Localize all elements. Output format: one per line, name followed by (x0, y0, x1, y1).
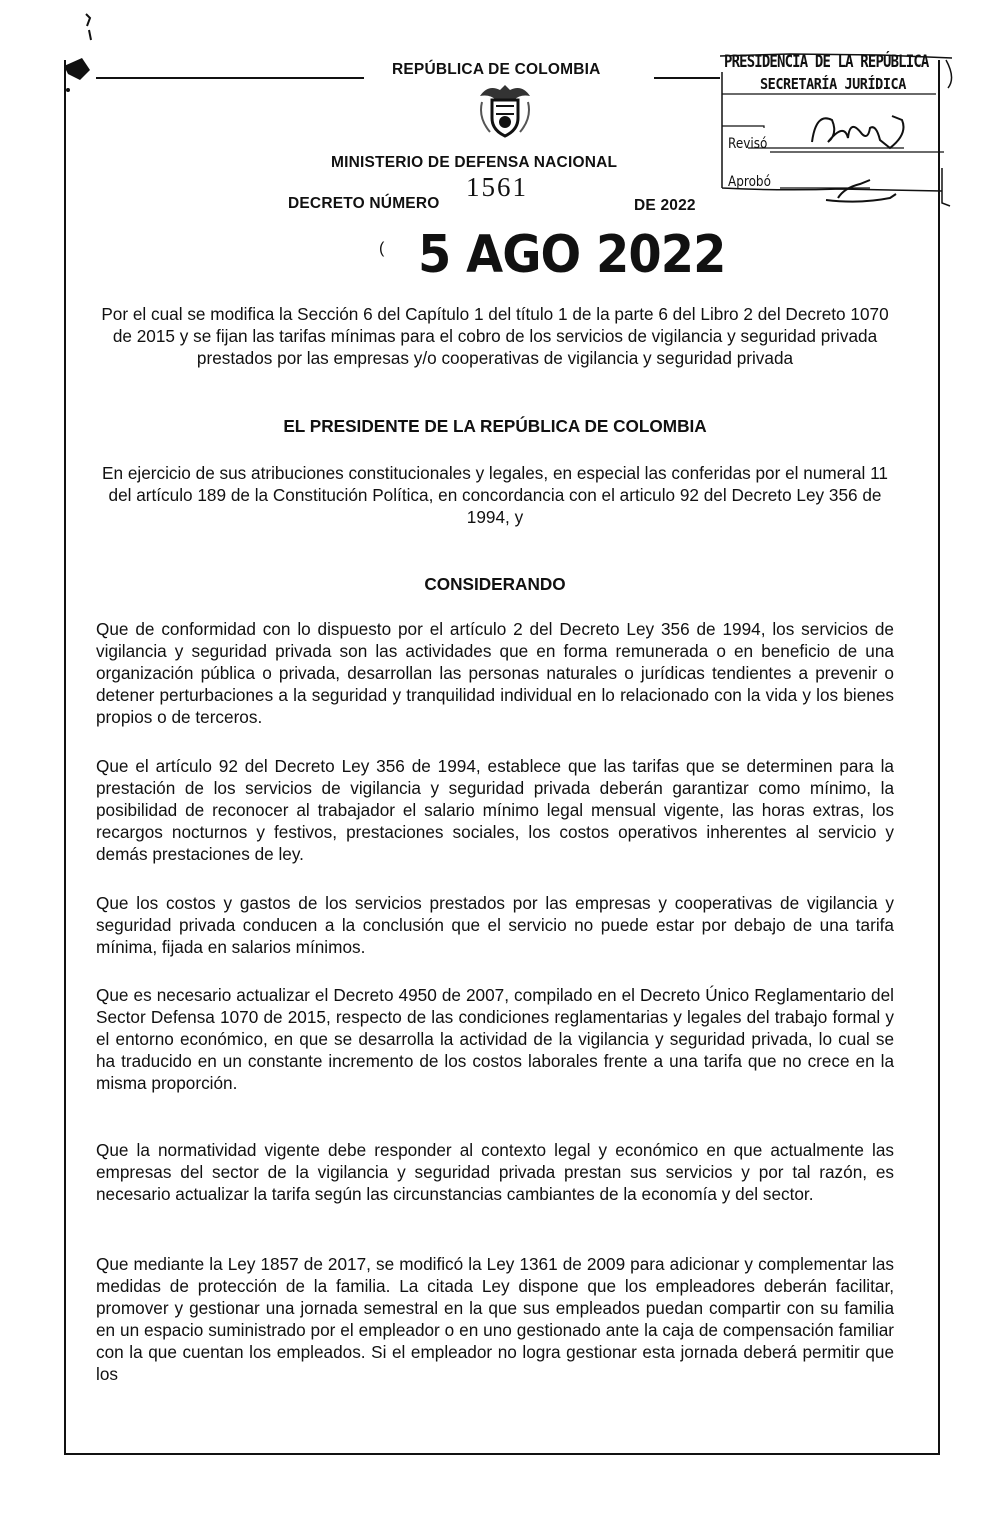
considering-paragraph: Que los costos y gastos de los servicios prestados por las empresas y cooperativas de vigilancia y seguridad privada conducen a la conclusión que el servicio no puede estar por debajo de una tarifa mínima, fijada en salarios mínimos. (96, 893, 894, 957)
header-rule-right (654, 77, 720, 79)
authority-heading: EL PRESIDENTE DE LA REPÚBLICA DE COLOMBIA (283, 416, 707, 436)
stamp-title: PRESIDENCIA DE LA REPÚBLICA (724, 52, 929, 72)
ministry-title: MINISTERIO DE DEFENSA NACIONAL (331, 154, 618, 171)
header-rule-left (96, 77, 364, 79)
approved-label: Aprobó (728, 174, 771, 190)
coat-of-arms-icon (474, 82, 536, 140)
decree-summary: Por el cual se modifica la Sección 6 del Capítulo 1 del título 1 de la parte 6 del Libro 2 del Decreto 1070 de 2015 y se fijan las tarifas mínimas para el cobro de los servicios de vigilancia y seguridad privada prestados por las empresas y/o cooperativas de vigilancia y seguridad privada (101, 304, 889, 368)
decree-label: DECRETO NÚMERO (288, 195, 440, 212)
considering-paragraph: Que es necesario actualizar el Decreto 4950 de 2007, compilado en el Decreto Único Reglamentario del Sector Defensa 1070 de 2015, respecto de las condiciones reglamentarias y legales del trabajo formal y el entorno económico, en que se desarrolla la actividad de la vigilancia y seguridad privada, lo cual se ha traducido en un constante incremento de los costos laborales frente a una tarifa que no crece en la misma proporción. (96, 985, 894, 1093)
republic-title: REPÚBLICA DE COLOMBIA (392, 61, 601, 78)
stamp-subtitle: SECRETARÍA JURÍDICA (760, 75, 906, 93)
considering-paragraph: Que mediante la Ley 1857 de 2017, se modificó la Ley 1361 de 2009 para adicionar y complementar las medidas de protección de la familia. La citada Ley dispone que los empleadores deberán facilitar, promover y gestionar una jornada semestral en la que sus empleados puedan compartir con su familia en un espacio suministrado por el empleador o en uno gestionado ante la caja de compensación familiar con la que cuentan los empleados. Si el empleador no logra gestionar esta jornada deberá permitir que los (96, 1254, 894, 1384)
considering-paragraph: Que la normatividad vigente debe responder al contexto legal y económico en que actualmente las empresas del sector de la vigilancia y seguridad privada prestan sus servicios y por tal razón, es necesario actualizar la tarifa según las circunstancias cambiantes de la economía y del sector. (96, 1140, 894, 1204)
date-paren: ( (379, 240, 385, 257)
approval-stamp (720, 48, 954, 210)
considering-paragraph: Que el artículo 92 del Decreto Ley 356 de 1994, establece que las tarifas que se determinen para la prestación de los servicios de vigilancia y seguridad privada deberán garantizar como mínimo, la posibilidad de reconocer al trabajador el salario mínimo legal mensual vigente, las horas extras, los recargos nocturnos y festivos, prestaciones sociales, los costos operativos inherentes al servicio y demás prestaciones de ley. (96, 756, 894, 864)
date-stamp: 5 AGO 2022 (418, 225, 726, 285)
considering-paragraph: Que de conformidad con lo dispuesto por el artículo 2 del Decreto Ley 356 de 1994, los servicios de vigilancia y seguridad privada son las actividades que en forma remunerada o en beneficio de una organización pública o privada, desarrollan las personas naturales o jurídicas tendientes a prevenir o detener perturbaciones a la seguridad y tranquilidad individual en lo relacionado con la vida y los bienes propios o de terceros. (96, 619, 894, 727)
decree-year: DE 2022 (634, 197, 696, 214)
reviewed-label: Revisó (728, 136, 768, 152)
scan-mark-icon (60, 0, 110, 100)
decree-number: 1561 (466, 172, 528, 202)
considering-heading: CONSIDERANDO (424, 574, 566, 594)
powers-paragraph: En ejercicio de sus atribuciones constitucionales y legales, en especial las conferidas por el numeral 11 del artículo 189 de la Constitución Política, en concordancia con el articulo 92 del Decreto Ley 356 de 1994, y (102, 463, 888, 527)
